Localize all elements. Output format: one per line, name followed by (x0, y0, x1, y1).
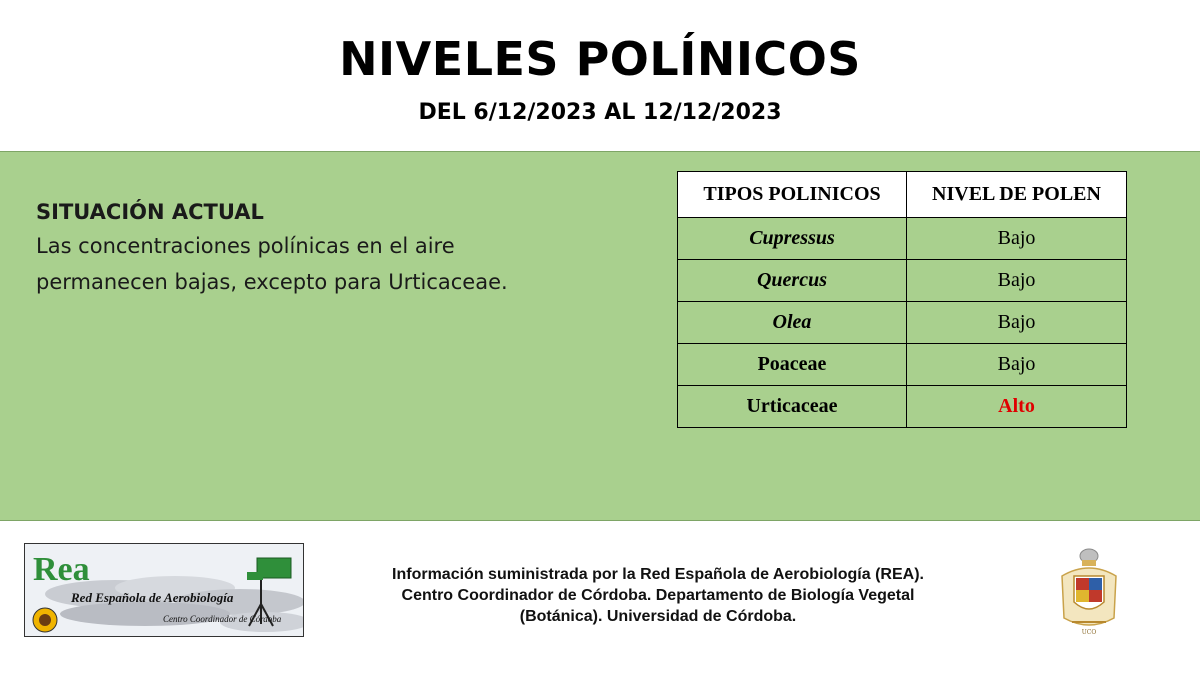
footer-line-2: Centro Coordinador de Córdoba. Departamento de Biología Vegetal (401, 587, 915, 604)
table-row (678, 218, 1127, 260)
table-row (678, 302, 1127, 344)
pollen-level-olea: Bajo (907, 302, 1127, 344)
pollen-level-quercus: Bajo (907, 260, 1127, 302)
page-title: NIVELES POLÍNICOS (339, 32, 861, 86)
university-crest-logo (1052, 546, 1126, 638)
crest-icon (1052, 546, 1126, 638)
table-row (678, 386, 1127, 428)
header-pollen-level: NIVEL DE POLEN (907, 172, 1127, 218)
crest-caption: UCO (1081, 629, 1097, 636)
footer-line-3: (Botánica). Universidad de Córdoba. (519, 608, 797, 625)
pollen-level-urticaceae: Alto (907, 386, 1127, 428)
situation-line-2: permanecen bajas, excepto para Urticaceae. (36, 270, 508, 294)
footer-line-1: Información suministrada por la Red Española de Aerobiología (REA). (392, 566, 924, 583)
situation-line-1: Las concentraciones polínicas en el aire (36, 234, 455, 258)
footer-credits (318, 564, 998, 627)
rea-center: Centro Coordinador de Córdoba (163, 614, 282, 624)
rea-logo-graphic (25, 544, 304, 637)
pollen-type-poaceae: Poaceae (678, 344, 907, 386)
pollen-type-quercus: Quercus (678, 260, 907, 302)
pollen-table (677, 171, 1127, 428)
table-row (678, 344, 1127, 386)
content-panel (0, 151, 1200, 521)
pollen-type-olea: Olea (678, 302, 907, 344)
header-pollen-types: TIPOS POLINICOS (678, 172, 907, 218)
rea-logo (24, 543, 304, 637)
table-header-row (678, 172, 1127, 218)
rea-acronym: Rea (33, 551, 90, 588)
rea-name: Red Española de Aerobiología (71, 590, 234, 605)
current-situation (36, 196, 596, 300)
pollen-type-cupressus: Cupressus (678, 218, 907, 260)
situation-heading: SITUACIÓN ACTUAL (36, 200, 264, 224)
pollen-level-poaceae: Bajo (907, 344, 1127, 386)
table-row (678, 260, 1127, 302)
date-range: DEL 6/12/2023 AL 12/12/2023 (418, 100, 782, 125)
pollen-type-urticaceae: Urticaceae (678, 386, 907, 428)
pollen-level-cupressus: Bajo (907, 218, 1127, 260)
